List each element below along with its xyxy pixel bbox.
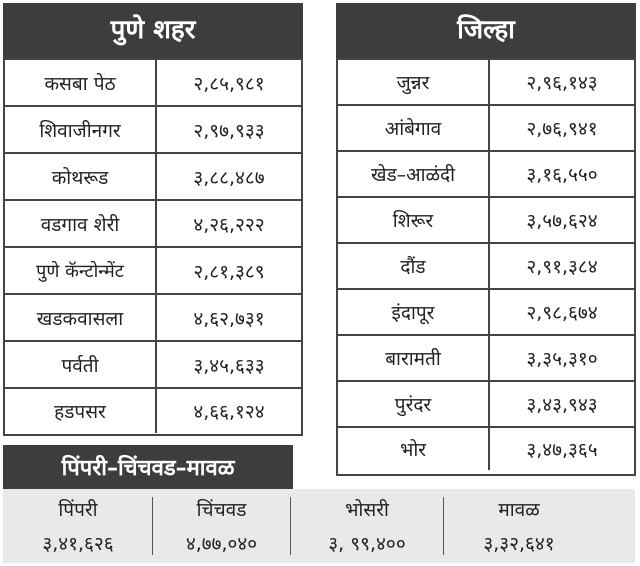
- voter-count: २,८१,३८९: [193, 260, 265, 283]
- constituency-name: पर्वती: [5, 342, 157, 387]
- pcmc-band: [3, 489, 635, 563]
- table-row: [338, 60, 634, 106]
- constituency-name: कोथरूड: [5, 154, 157, 199]
- table-row: [5, 248, 301, 295]
- district-table-title: जिल्हा: [457, 15, 515, 45]
- pcmc-title: पिंपरी–चिंचवड–मावळ: [61, 456, 235, 481]
- voter-count: ४,६२,७३१: [193, 307, 265, 330]
- constituency-name: भोसरी: [345, 499, 389, 521]
- table-row: [5, 201, 301, 248]
- table-row: [5, 107, 301, 154]
- pcmc-column: [444, 489, 594, 563]
- constituency-name: बारामती: [338, 336, 490, 380]
- pcmc-column: [291, 489, 443, 563]
- constituency-name: चिंचवड: [196, 499, 247, 521]
- constituency-name: कसबा पेठ: [5, 60, 157, 105]
- constituency-name: इंदापूर: [338, 290, 490, 334]
- constituency-name: दौंड: [338, 244, 490, 288]
- table-row: [5, 342, 301, 389]
- constituency-name: पुणे कॅन्टोन्मेंट: [5, 248, 157, 293]
- constituency-name: खडकवासला: [5, 295, 157, 340]
- constituency-name: मावळ: [498, 499, 540, 521]
- constituency-name: भोर: [338, 428, 490, 470]
- district-table: [336, 58, 636, 476]
- constituency-name: पुरंदर: [338, 382, 490, 426]
- voter-count: ३,३५,३१०: [526, 348, 598, 370]
- city-table-header: [3, 3, 303, 58]
- constituency-name: आंबेगाव: [338, 106, 490, 150]
- voter-count: २,९१,३८४: [526, 256, 598, 278]
- table-row: [338, 106, 634, 152]
- constituency-name: पिंपरी: [58, 499, 98, 521]
- pcmc-column: [3, 489, 153, 563]
- voter-count: ३,३२,६४१: [483, 533, 555, 555]
- voter-count: ३,४७,३६५: [526, 439, 598, 461]
- table-row: [5, 389, 301, 433]
- city-table: [3, 58, 303, 436]
- constituency-name: शिवाजीनगर: [5, 107, 157, 152]
- district-table-header: [336, 3, 636, 58]
- constituency-name: हडपसर: [5, 389, 157, 433]
- voter-count: २,९६,१४३: [526, 72, 598, 94]
- voter-count: ३,४३,९४३: [526, 394, 598, 416]
- table-row: [5, 295, 301, 342]
- table-row: [338, 198, 634, 244]
- table-row: [338, 244, 634, 290]
- voter-count: ३,४५,६३३: [193, 354, 265, 377]
- table-row: [338, 428, 634, 470]
- city-table-title: पुणे शहर: [110, 15, 196, 45]
- voter-count: ३,८८,४८७: [193, 166, 265, 189]
- voter-count: ४,७७,०४०: [185, 533, 258, 555]
- voter-count: ४,६६,१२४: [193, 401, 265, 423]
- pcmc-column: [153, 489, 290, 563]
- voter-count: २,७६,९४१: [526, 118, 598, 140]
- constituency-name: जुन्नर: [338, 60, 490, 104]
- table-row: [5, 60, 301, 107]
- voter-count: ३,१६,५५०: [526, 164, 598, 186]
- table-row: [5, 154, 301, 201]
- constituency-name: खेड–आळंदी: [338, 152, 490, 196]
- constituency-name: वडगाव शेरी: [5, 201, 157, 246]
- voter-count: २,९८,६७४: [526, 302, 598, 324]
- voter-count: २,९७,९३३: [193, 119, 265, 142]
- voter-count: २,८५,९८१: [193, 72, 265, 95]
- voter-count: ३,४१,६२६: [42, 533, 114, 555]
- table-row: [338, 336, 634, 382]
- voter-count: ३,५७,६२४: [526, 210, 598, 232]
- voter-count: ३, ९९,४००: [328, 533, 406, 555]
- pcmc-header: [3, 445, 293, 489]
- table-row: [338, 382, 634, 428]
- table-row: [338, 290, 634, 336]
- constituency-name: शिरूर: [338, 198, 490, 242]
- voter-count: ४,२६,२२२: [193, 213, 265, 236]
- table-row: [338, 152, 634, 198]
